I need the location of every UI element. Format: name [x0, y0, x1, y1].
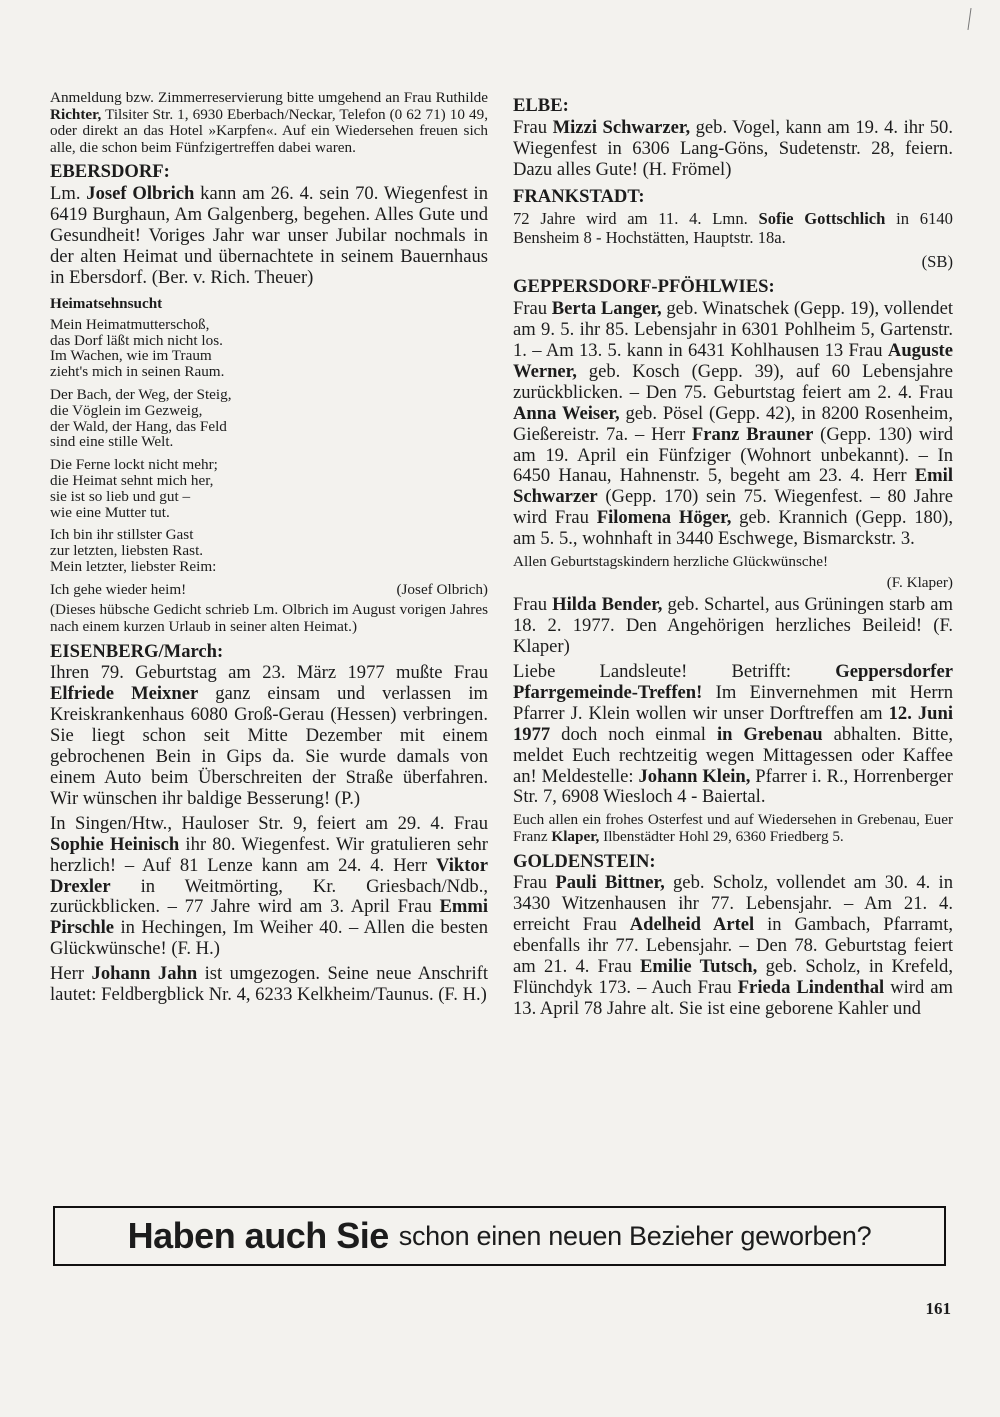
bold-name: in Grebenau — [716, 723, 823, 745]
section-heading: GEPPERSDORF-PFÖHLWIES: — [513, 276, 775, 298]
poem-stanza — [50, 317, 488, 380]
text-run: Tilsiter Str. 1, 6930 Eberbach/Neckar, Telefon (0 62 71) 10 49, oder direkt an das Hotel »Karpfen«. Auf ein Wiedersehen freuen sich alle, die schon beim Fünfzigertreffen dabei waren. — [50, 105, 488, 156]
poem-stanza — [50, 387, 488, 450]
right-column — [513, 90, 953, 1024]
paragraph — [513, 812, 953, 845]
signature: (SB) — [921, 251, 953, 271]
bold-name: Pauli Bittner, — [555, 872, 665, 894]
text-run: (Dieses hübsche Gedicht schrieb Lm. Olbrich im August vorigen Jahres nach einem kurzen Urlaub in seiner alten Heimat.) — [50, 601, 488, 635]
poem-line: sie ist so lieb und gut – — [50, 487, 191, 505]
paragraph — [513, 299, 953, 550]
text-run: (Gepp. 130) wird am 19. April ein Fünfziger (Wohnort unbekannt). – In 6450 Hanau, Hahnenstr. 5, begeht am 23. 4. Herr — [513, 423, 953, 487]
bold-name: Johann Jahn — [91, 963, 198, 985]
poem-line: Im Wachen, wie im Traum — [50, 347, 212, 365]
text-run: 72 Jahre wird am 11. 4. Lmn. — [513, 208, 759, 228]
text-run: Frau — [513, 594, 553, 616]
paragraph — [50, 184, 488, 289]
bold-name: Elfriede Meixner — [50, 683, 199, 705]
poem-line: Mein Heimatmutterschoß, — [50, 315, 210, 333]
paragraph — [513, 662, 953, 808]
banner-text: schon einen neuen Bezieher geworben? — [398, 1220, 872, 1251]
text-run: Im Einvernehmen mit Herrn Pfarrer J. Klein wollen wir unser Dorftreffen am — [513, 681, 953, 724]
poem-line: Ich gehe wieder heim! — [50, 580, 187, 598]
poem-line: Die Ferne lockt nicht mehr; — [50, 456, 218, 474]
text-run: Frau — [513, 116, 553, 138]
subscription-banner — [53, 1206, 946, 1266]
text-run: Ilbenstädter Hohl 29, 6360 Friedberg 5. — [599, 827, 844, 845]
poem-line: wie eine Mutter tut. — [50, 503, 170, 521]
text-run: geb. Kosch (Gepp. 39), auf 60 Lebensjahre zurückblicken. – Den 75. Geburtstag feiert am 2. 4. Frau — [513, 360, 953, 403]
bold-name: Richter, — [50, 105, 102, 123]
paragraph — [50, 90, 488, 156]
page-number: 161 — [925, 1299, 951, 1318]
text-run: geb. Krannich (Gepp. 180), am 5. 5., wohnhaft in 3440 Eschwege, Bismarckstr. 3. — [513, 507, 953, 550]
text-run: geb. Scholz, in Krefeld, Flünchdyk 173. – Auch Frau — [513, 956, 953, 998]
text-run: in Weitmörting, Kr. Griesbach/Ndb., zurückblicken. – 77 Jahre wird am 3. April Frau — [50, 875, 488, 918]
text-run: ist umgezogen. Seine neue Anschrift lautet: Feldbergblick Nr. 4, 6233 Kelkheim/Taunus. (F. H.) — [50, 963, 489, 1006]
paragraph — [513, 118, 953, 181]
text-run: (Gepp. 170) sein 75. Wiegenfest. – 80 Jahre wird Frau — [513, 486, 953, 529]
poem-line: zieht's mich in seinen Raum. — [50, 363, 225, 381]
bold-name: Geppersdorfer Pfarrgemeinde-Treffen! — [513, 661, 953, 703]
text-run: ihr 80. Wiegenfest. Wir gratulieren sehr herzlich! – Auf 81 Lenze kann am 24. 4. Herr — [50, 833, 488, 876]
poem-line: Der Bach, der Weg, der Steig, — [50, 386, 232, 403]
signature: (F. Klaper) — [886, 573, 953, 591]
text-run: geb. Pösel (Gepp. 42), in 8200 Rosenheim, Gießereistr. 7a. – Herr — [513, 402, 953, 445]
poem-line: Ich bin ihr stillster Gast — [50, 526, 194, 544]
poem-line: die Heimat sehnt mich her, — [50, 471, 214, 489]
text-run: Euch allen ein frohes Osterfest und auf Wiedersehen in Grebenau, Euer Franz — [513, 811, 953, 845]
text-run: in Gambach, Pfarramt, ebenfalls ihr 77. Lebensjahr. – Den 78. Geburtstag feiert am 21. 4. Frau — [513, 914, 954, 978]
paragraph — [50, 602, 488, 635]
section-heading: EBERSDORF: — [50, 161, 170, 183]
paragraph — [513, 595, 953, 658]
text-run: Herr — [50, 963, 92, 985]
text-run: Lm. — [50, 183, 87, 205]
text-run: in Hechingen, Im Weiher 40. – Allen die besten Glückwünsche! (F. H.) — [50, 917, 488, 960]
poem-closing-line — [50, 582, 488, 599]
bold-name: Josef Olbrich — [86, 183, 195, 205]
bold-name: Emilie Tutsch, — [640, 956, 758, 978]
poem-line: zur letzten, liebsten Rast. — [50, 542, 204, 560]
text-run: Pfarrer i. R., Horrenberger Str. 7, 6908 Wiesloch 4 - Baiertal. — [513, 765, 953, 808]
paragraph — [513, 209, 953, 248]
paragraph — [50, 814, 488, 960]
bold-name: Franz Brauner — [691, 423, 814, 445]
text-run: abhalten. Bitte, meldet Euch rechtzeitig wegen Mittagessen oder Kaffee an! Meldestelle: — [513, 723, 953, 787]
bold-name: Klaper, — [551, 827, 600, 845]
poem-line: der Wald, der Hang, das Feld — [50, 417, 227, 435]
bold-name: Emil Schwarzer — [513, 465, 953, 508]
text-run: geb. Vogel, kann am 19. 4. ihr 50. Wiegenfest in 6306 Lang-Göns, Sudetenstr. 28, feiern. Dazu alles Gute! (H. Frömel) — [513, 116, 953, 180]
paragraph — [513, 873, 953, 1019]
section-heading: FRANKSTADT: — [513, 185, 645, 207]
text-run: ganz einsam und verlassen im Kreiskrankenhaus 6080 Groß-Gerau (Hessen) verbringen. Sie liegt schon seit Mitte Dezember mit einem gebrochenen Bein in Gips da. Sie wurde damals von einem Auto beim Überschreiten der Straße überfahren. Wir wünschen ihr baldige Besserung! (P.) — [50, 683, 488, 809]
poem-title: Heimatsehnsucht — [50, 294, 163, 312]
bold-name: Sophie Heinisch — [50, 833, 180, 855]
bold-name: Sofie Gottschlich — [758, 208, 886, 228]
poem-line: das Dorf läßt mich nicht los. — [50, 331, 223, 349]
bold-name: Johann Klein, — [638, 765, 751, 787]
bold-name: Emmi Pirschle — [50, 896, 488, 939]
bold-name: 12. Juni 1977 — [513, 702, 953, 745]
left-column — [50, 90, 488, 1010]
page-edge-mark — [967, 8, 971, 30]
text-run: geb. Schartel, aus Grüningen starb am 18. 2. 1977. Den Angehörigen herzliches Beileid! (F. Klaper) — [513, 594, 953, 658]
section-heading: ELBE: — [513, 95, 569, 116]
paragraph — [50, 663, 488, 809]
text-run: Anmeldung bzw. Zimmerreservierung bitte umgehend an Frau Ruthilde — [50, 89, 488, 106]
text-run: geb. Scholz, vollendet am 30. 4. in 3430 Witzenhausen ihr 77. Lebensjahr. – Am 21. 4. erreicht Frau — [513, 872, 954, 936]
bold-name: Mizzi Schwarzer, — [552, 116, 691, 138]
text-run: wird am 13. April 78 Jahre alt. Sie ist eine geborene Kahler und — [513, 976, 954, 1019]
bold-name: Viktor Drexler — [50, 854, 488, 897]
text-run: Liebe Landsleute! Betrifft: — [513, 661, 836, 682]
bold-name: Frieda Lindenthal — [737, 976, 885, 998]
poem-line: sind eine stille Welt. — [50, 433, 174, 451]
paragraph — [50, 964, 488, 1006]
bold-name: Filomena Höger, — [596, 507, 732, 529]
section-heading: EISENBERG/March: — [50, 640, 224, 662]
text-run: kann am 26. 4. sein 70. Wiegenfest in 6419 Burghaun, Am Galgenberg, begehen. Alles Gute und Gesundheit! Voriges Jahr war unser Jubilar nochmals in der alten Heimat und übernachtete in seinem Bauernhaus in Ebersdorf. (Ber. v. Rich. Theuer) — [50, 183, 489, 288]
text-run: Ihren 79. Geburtstag am 23. März 1977 mußte Frau — [50, 662, 488, 684]
text-run: In Singen/Htw., Hauloser Str. 9, feiert am 29. 4. Frau — [50, 812, 488, 834]
text-run: doch noch einmal — [550, 723, 717, 745]
bold-name: Anna Weiser, — [513, 402, 620, 424]
bold-name: Hilda Bender, — [552, 594, 663, 616]
text-run: Frau — [513, 298, 552, 320]
poem-line: Mein letzter, liebster Reim: — [50, 557, 217, 575]
text-run: in 6140 Bensheim 8 - Hochstätten, Hauptstr. 18a. — [513, 208, 953, 248]
bold-name: Adelheid Artel — [629, 914, 755, 936]
section-heading: GOLDENSTEIN: — [513, 850, 656, 872]
paragraph — [513, 554, 953, 571]
text-run: Allen Geburtstagskindern herzliche Glückwünsche! — [513, 553, 829, 571]
bold-name: Auguste Werner, — [513, 340, 953, 382]
poem-stanza — [50, 527, 488, 574]
poem-author: (Josef Olbrich) — [396, 580, 488, 598]
poem-stanza — [50, 457, 488, 520]
text-run: Frau — [513, 872, 556, 894]
text-run: geb. Winatschek (Gepp. 19), vollendet am 9. 5. ihr 85. Lebensjahr in 6301 Pohlheim 5, Gartenstr. 1. – Am 13. 5. kann in 6431 Kohlhausen 13 Frau — [513, 298, 954, 362]
banner-bold-text: Haben auch Sie — [127, 1215, 389, 1256]
bold-name: Berta Langer, — [551, 298, 662, 320]
poem-line: die Vöglein im Gezweig, — [50, 401, 203, 419]
